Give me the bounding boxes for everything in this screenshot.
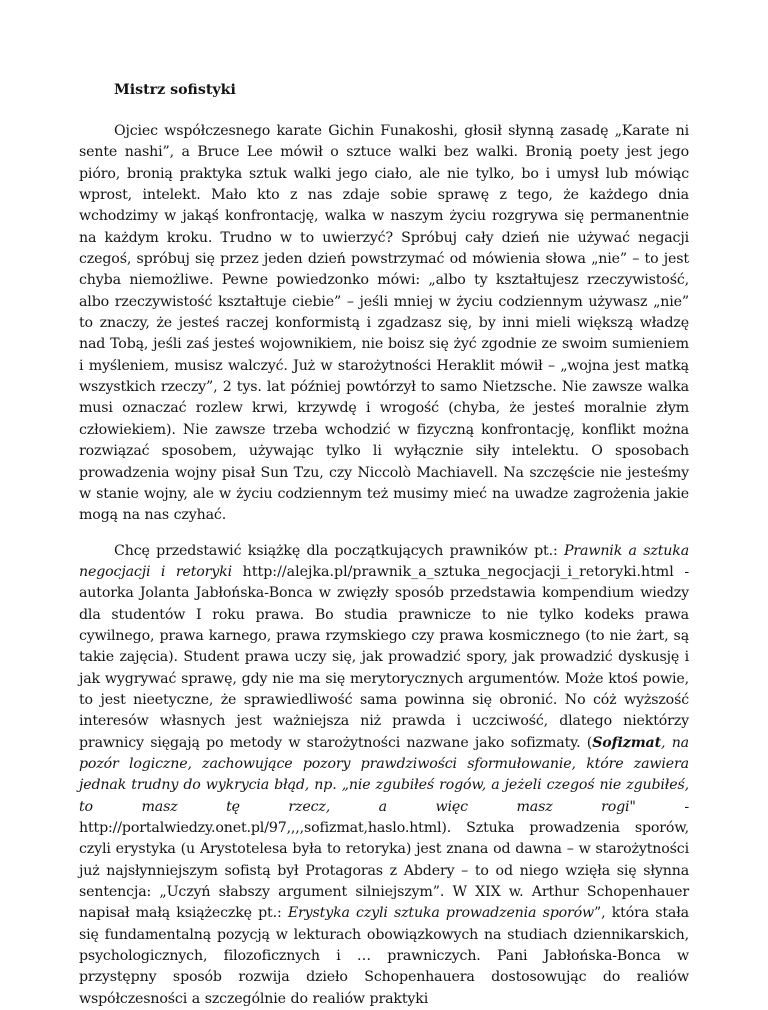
document-page bbox=[79, 82, 689, 1010]
sofizmat-definition: , na pozór logiczne, zachowujące pozory prawdziwości sformułowanie, które zawiera jednak trudny do wykrycia błąd, np. „nie zgubiłeś rogów, a jeżeli czegoś nie zgubiłeś, to masz tę rzecz, a więc masz rogi" bbox=[79, 734, 689, 815]
book-title: Prawnik a sztuka negocjacji i retoryki bbox=[79, 542, 689, 580]
document-title: Mistrz sofistyki bbox=[114, 82, 236, 98]
paragraph-2-text-4: ”, która stała się fundamentalną pozycją w lekturach obowiązkowych na studiach dziennikarskich, psychologicznych, filozoficznych i … prawniczych. Pani Jabłońska-Bonca w przystępny sposób rozwija dzieło Schopenhauera dostosowując do realiów współczesności a szczególnie do realiów praktyki bbox=[79, 905, 689, 1007]
sofizmat-term: Sofizmat bbox=[592, 734, 662, 751]
schopenhauer-book-title: Erystyka czyli sztuka prowadzenia sporów bbox=[287, 905, 595, 922]
paragraph-2-text-1: Chcę przedstawić książkę dla początkujących prawników pt.: bbox=[114, 542, 564, 559]
paragraph-1: Ojciec współczesnego karate Gichin Funakoshi, głosił słynną zasadę „Karate ni sente nashi”, a Bruce Lee mówił o sztuce walki bez walki. Bronią poety jest jego pióro, bronią praktyka sztuk walki jego ciało, ale nie tylko, bo i umysł lub mówiąc wprost, intelekt. Mało kto z nas zdaje sobie sprawę z tego, że każdego dnia wchodzimy w jakąś konfrontację, walka w naszym życiu rozgrywa się permanentnie na każdym kroku. Trudno w to uwierzyć? Spróbuj cały dzień nie używać negacji czegoś, spróbuj się przez jeden dzień powstrzymać od mówienia słowa „nie” – to jest chyba niemożliwe. Pewne powiedzonko mówi: „albo ty kształtujesz rzeczywistość, albo rzeczywistość kształtuje ciebie” – jeśli mniej w życiu codziennym używasz „nie” to znaczy, że jesteś raczej konformistą i zgadzasz się, by inni mieli większą władzę nad Tobą, jeśli zaś jesteś wojownikiem, nie boisz się żyć zgodnie ze swoim sumieniem i myśleniem, musisz walczyć. Już w starożytności Heraklit mówił – „wojna jest matką wszystkich rzeczy”, 2 tys. lat później powtórzył to samo Nietzsche. Nie zawsze walka musi oznaczać rozlew krwi, krzywdę i wrogość (chyba, że jesteś moralnie złym człowiekiem). Nie zawsze trzeba wchodzić w fizyczną konfrontację, konflikt można rozwiązać sposobem, używając tylko li wyłącznie siły intelektu. O sposobach prowadzenia wojny pisał Sun Tzu, czy Niccolò Machiavell. Na szczęście nie jesteśmy w stanie wojny, ale w życiu codziennym też musimy mieć na uwadze zagrożenia jakie mogą na nas czyhać. bbox=[79, 123, 689, 524]
paragraph-2-text-2: - autorka Jolanta Jabłońska-Bonca w zwięzły sposób przedstawia kompendium wiedzy dla studentów I roku prawa. Bo studia prawnicze to nie tylko kodeks prawa cywilnego, prawa karnego, prawa rzymskiego czy prawa kosmicznego (to nie żart, są takie zajęcia). Student prawa uczy się, jak prowadzić spory, jak prowadzić dyskusję i jak wygrywać sprawę, gdy nie ma się merytorycznych argumentów. Może ktoś powie, to jest nieetyczne, że sprawiedliwość sama powinna się obronić. No cóż wyższość interesów własnych jest ważniejsza niż prawda i uczciwość, dlatego niektórzy prawnicy sięgają po metody w starożytności nazwane jako sofizmaty. ( bbox=[79, 563, 689, 751]
book-url: http://alejka.pl/prawnik_a_sztuka_negocjacji_i_retoryki.html bbox=[231, 563, 674, 580]
paragraph-2 bbox=[79, 541, 689, 1010]
paragraph-2-text-3: - http://portalwiedzy.onet.pl/97,,,,sofizmat,haslo.html). Sztuka prowadzenia sporów, czyli erystyka (u Arystotelesa była to retoryka) jest znana od dawna – w starożytności już najsłynniejszym sofistą był Protagoras z Abdery – to od niego wzięła się słynna sentencja: „Uczyń słabszy argument silniejszym”. W XIX w. Arthur Schopenhauer napisał małą książeczkę pt.: bbox=[79, 798, 689, 922]
